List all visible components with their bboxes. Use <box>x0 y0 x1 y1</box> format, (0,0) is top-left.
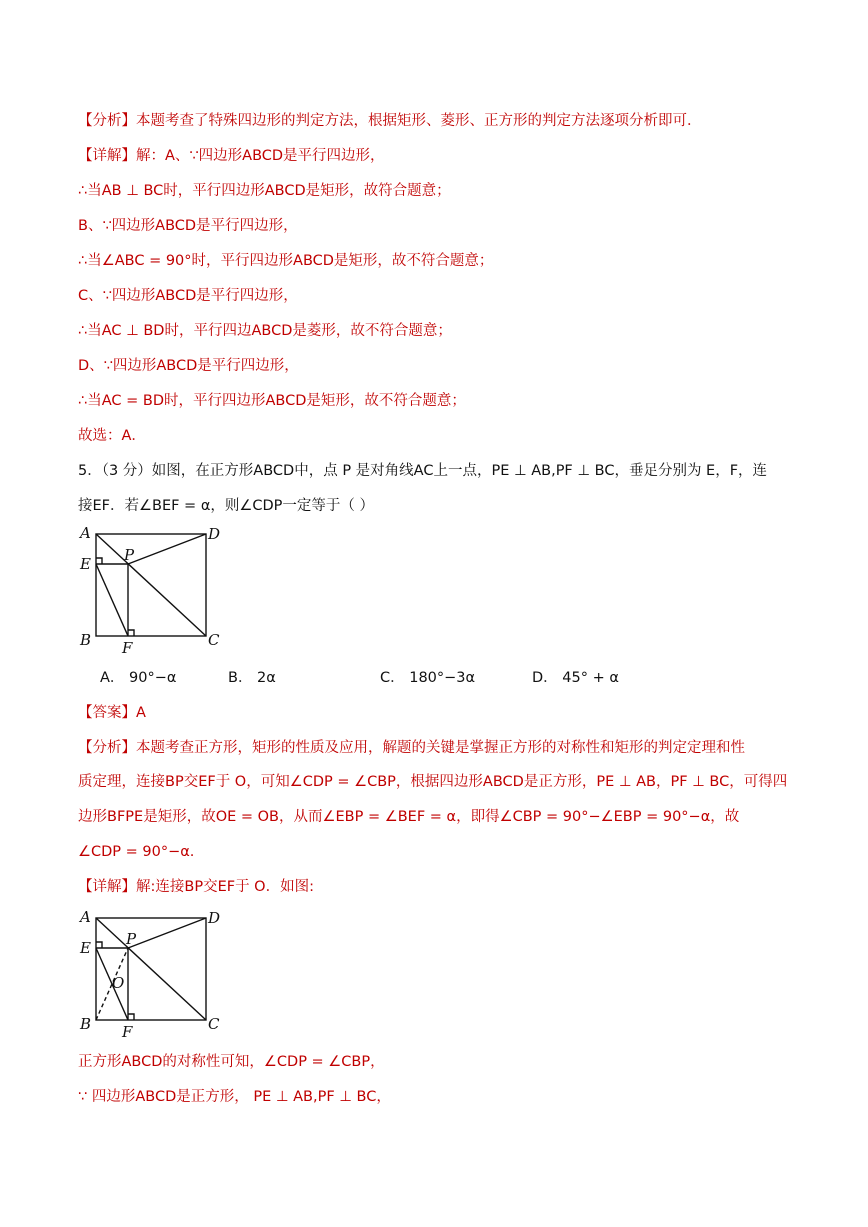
option-d: D． 45° + α <box>532 670 619 686</box>
detail2-text: 【详解】解:连接BP交EF于 O．如图: <box>78 879 314 895</box>
label-f: F <box>122 1023 133 1039</box>
detail-line: ∴当AC ⊥ BD时，平行四边ABCD是菱形，故不符合题意； <box>78 323 452 339</box>
label-o: O <box>112 974 125 992</box>
answer-text: 【答案】A <box>78 705 146 721</box>
label-b: B <box>80 1015 92 1033</box>
label-e: E <box>80 939 91 957</box>
right-angle-mark-e <box>96 558 102 564</box>
label-a: A <box>80 908 91 926</box>
detail-line: C、∵四边形ABCD是平行四边形， <box>78 288 298 304</box>
right-angle-mark-f <box>128 630 134 636</box>
label-a: A <box>80 524 91 542</box>
right-angle-mark-f <box>128 1014 134 1020</box>
label-b: B <box>80 631 92 649</box>
analysis2-line: 【分析】本题考查正方形，矩形的性质及应用，解题的关键是掌握正方形的对称性和矩形的判定定理和性 <box>78 740 745 756</box>
detail-line: 【详解】解：A、∵四边形ABCD是平行四边形， <box>78 148 385 164</box>
segment-pd <box>128 534 206 564</box>
detail-line: ∴当∠ABC = 90°时，平行四边形ABCD是矩形，故不符合题意； <box>78 253 494 269</box>
square-figure-2 <box>70 904 240 1039</box>
label-p: P <box>124 546 135 564</box>
detail-line: ∴当AC = BD时，平行四边形ABCD是矩形，故不符合题意； <box>78 393 466 409</box>
label-c: C <box>208 631 220 649</box>
question-text: 5．（3 分）如图，在正方形ABCD中，点 P 是对角线AC上一点，PE ⊥ AB,PF ⊥ BC，垂足分别为 E，F，连 <box>78 463 768 479</box>
label-e: E <box>80 555 91 573</box>
analysis2-line: 边形BFPE是矩形，故OE = OB，从而∠EBP = ∠BEF = α，即得∠CBP = 90°−∠EBP = 90°−α，故 <box>78 809 740 825</box>
label-p: P <box>126 930 137 948</box>
label-d: D <box>208 525 221 543</box>
option-a: A． 90°−α <box>100 670 177 686</box>
right-angle-mark-e <box>96 942 102 948</box>
detail-line: D、∵四边形ABCD是平行四边形， <box>78 358 299 374</box>
diagonal-ac <box>96 918 206 1020</box>
detail-line: B、∵四边形ABCD是平行四边形， <box>78 218 298 234</box>
segment-ef <box>96 564 128 636</box>
analysis2-line: 质定理，连接BP交EF于 O，可知∠CDP = ∠CBP，根据四边形ABCD是正方形，PE ⊥ AB，PF ⊥ BC，可得四 <box>78 774 788 790</box>
question-text: 接EF．若∠BEF = α，则∠CDP一定等于（ ） <box>78 498 375 514</box>
analysis2-line: ∠CDP = 90°−α. <box>78 844 195 860</box>
segment-pd <box>128 918 206 948</box>
detail-line: 故选：A． <box>78 428 146 444</box>
tail-line: ∵ 四边形ABCD是正方形， PE ⊥ AB,PF ⊥ BC， <box>78 1089 391 1105</box>
label-c: C <box>208 1015 220 1033</box>
analysis-text: 【分析】本题考查了特殊四边形的判定方法，根据矩形、菱形、正方形的判定方法逐项分析即可． <box>78 113 702 129</box>
label-d: D <box>208 909 221 927</box>
square-figure-1 <box>70 520 240 655</box>
option-b: B． 2α <box>228 670 276 686</box>
diagonal-ac <box>96 534 206 636</box>
label-f: F <box>122 639 133 655</box>
detail-line: ∴当AB ⊥ BC时，平行四边形ABCD是矩形，故符合题意； <box>78 183 451 199</box>
tail-line: 正方形ABCD的对称性可知，∠CDP = ∠CBP， <box>78 1054 385 1070</box>
option-c: C． 180°−3α <box>380 670 476 686</box>
